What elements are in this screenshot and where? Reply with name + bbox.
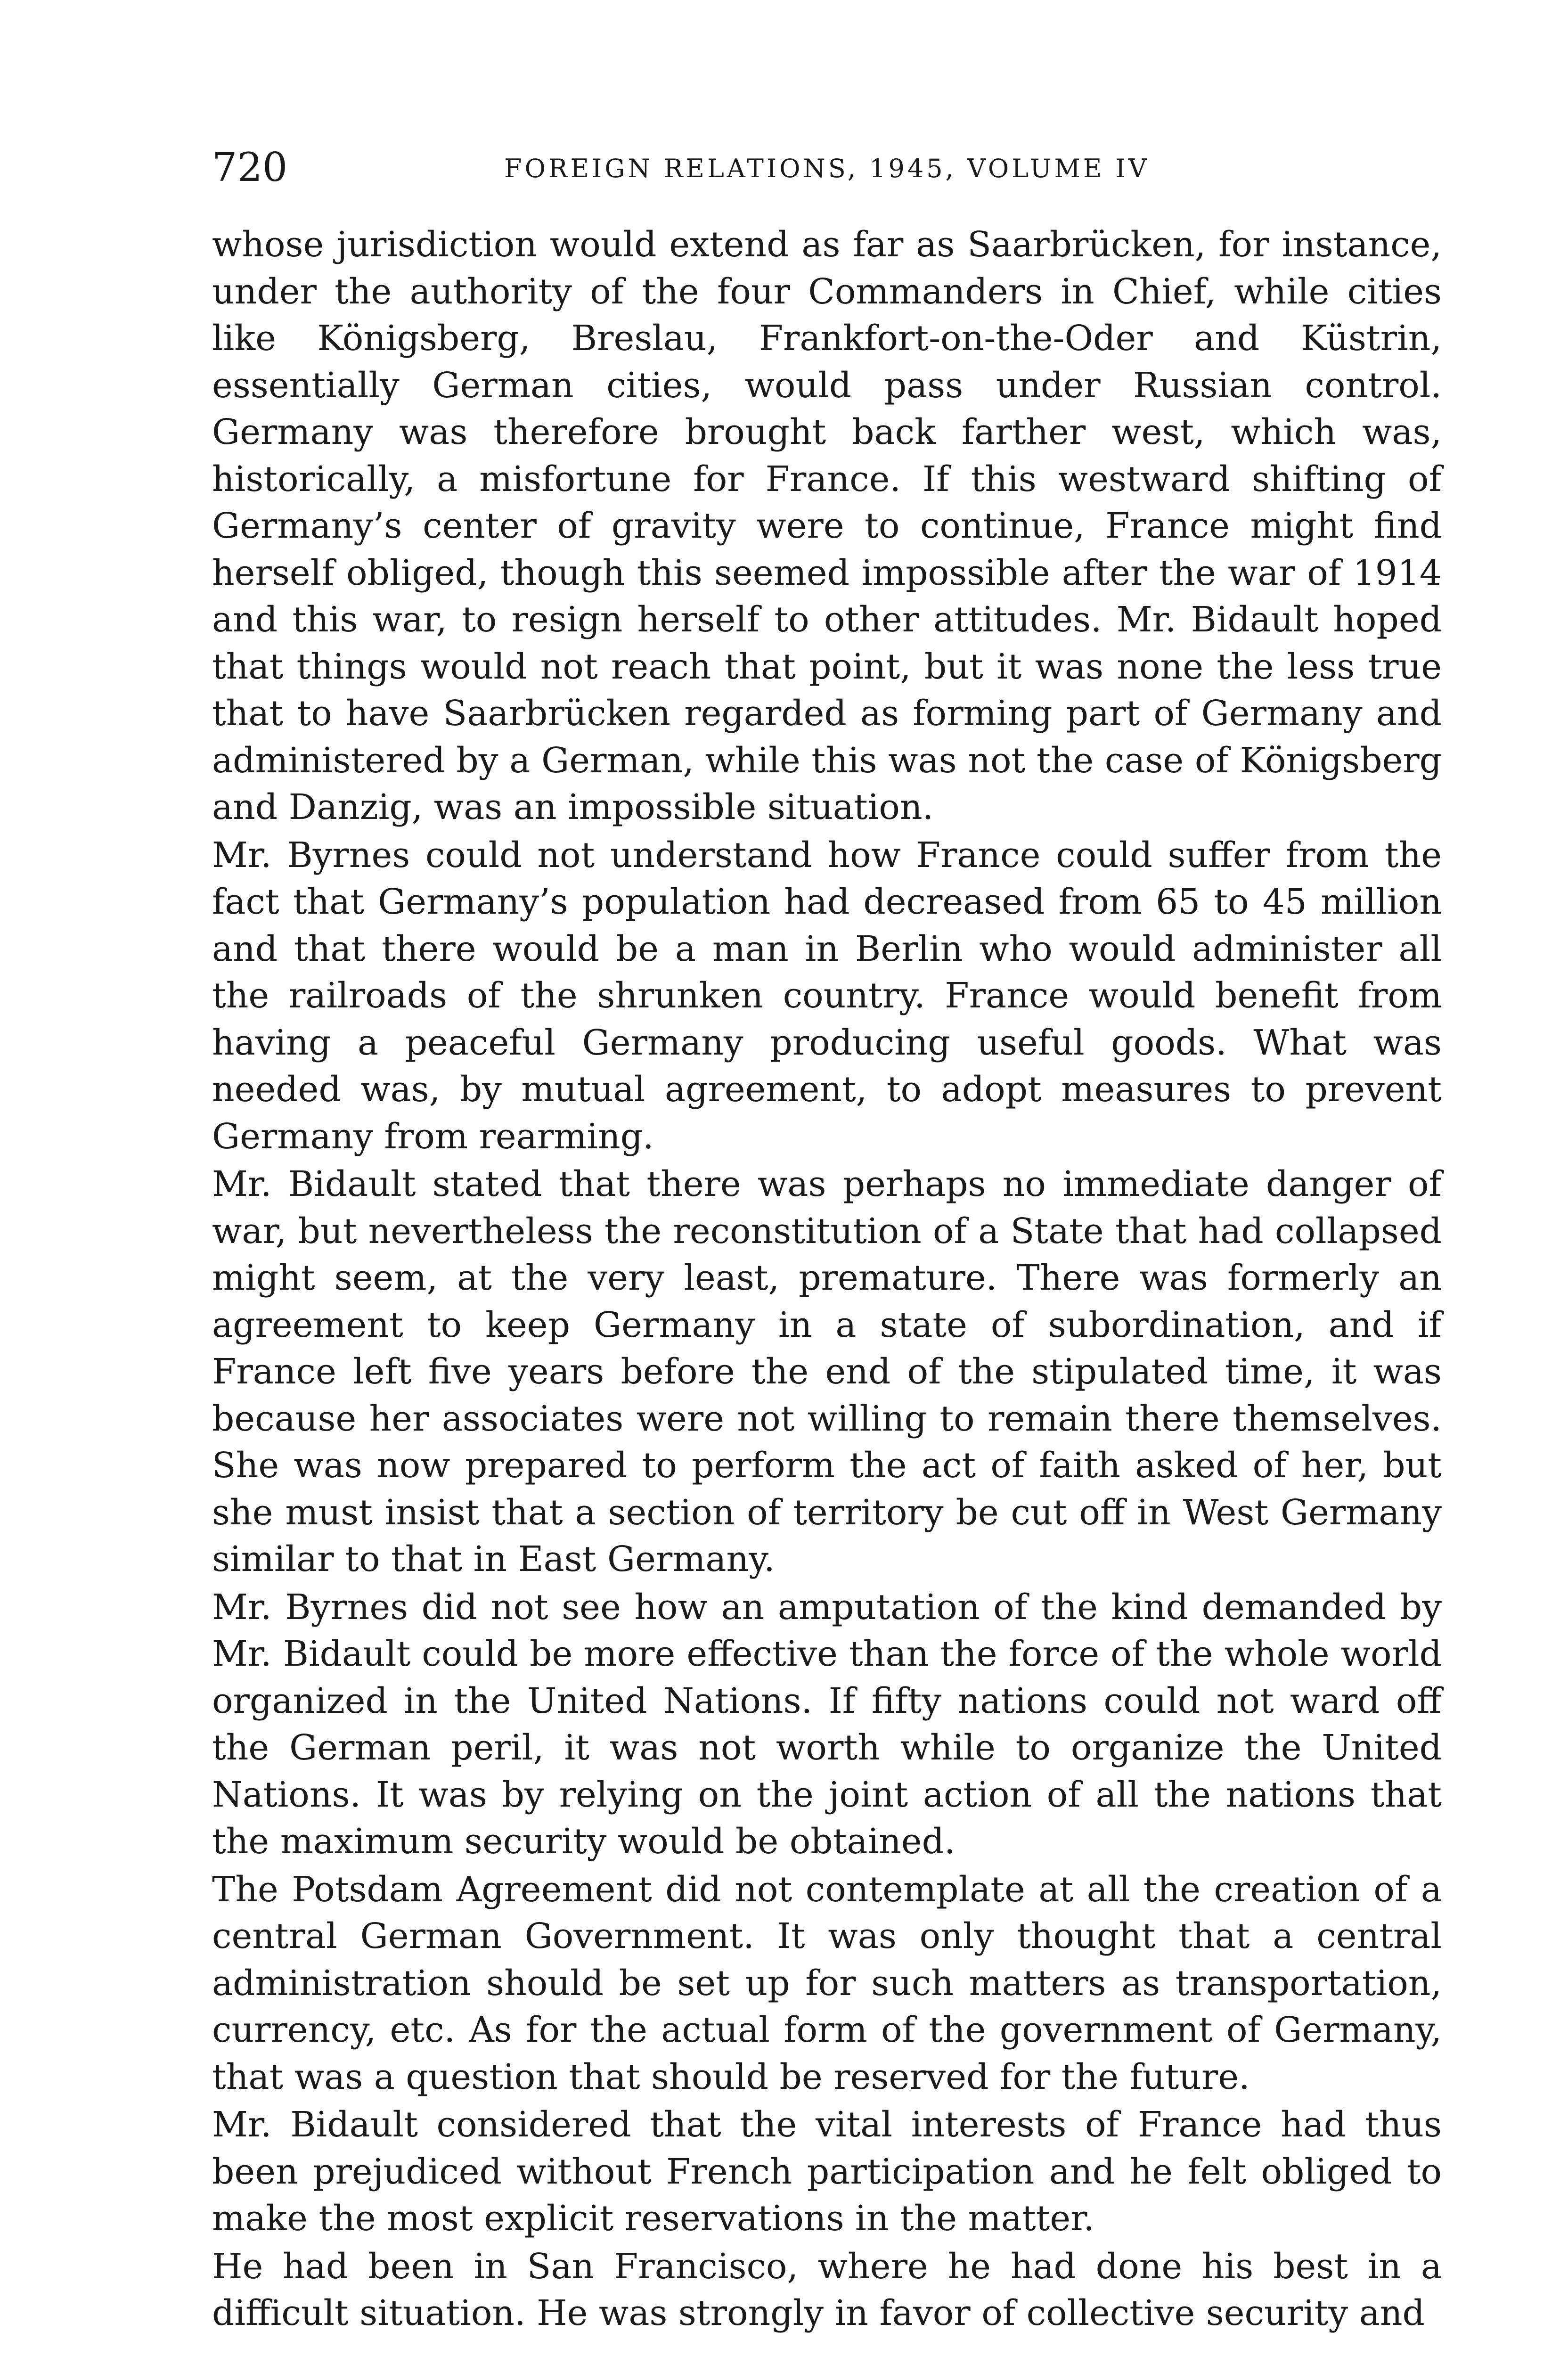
paragraph: Mr. Bidault considered that the vital interests of France had thus been prejudiced without French participation and he felt obliged to make the most explicit reservations in the matter.	[212, 2104, 1442, 2239]
paragraph: Mr. Byrnes did not see how an amputation of the kind demanded by Mr. Bidault could be more effective than the force of the whole world organized in the United Nations. If fifty nations could not ward off the German peril, it was not worth while to organize the United Nations. It was by relying on the joint action of all the nations that the maximum security would be obtained.	[212, 1587, 1442, 1862]
body-text	[212, 221, 1442, 2337]
page-number: 720	[212, 144, 288, 190]
running-title: FOREIGN RELATIONS, 1945, VOLUME IV	[504, 154, 1150, 183]
paragraph: He had been in San Francisco, where he had done his best in a difficult situation. He was strongly in favor of collective security and	[212, 2246, 1442, 2333]
paragraph: Mr. Bidault stated that there was perhaps no immediate danger of war, but nevertheless the reconstitution of a State that had collapsed might seem, at the very least, premature. There was formerly an agreement to keep Germany in a state of subordination, and if France left five years before the end of the stipulated time, it was because her associates were not willing to remain there themselves. She was now prepared to perform the act of faith asked of her, but she must insist that a section of territory be cut off in West Germany similar to that in East Germany.	[212, 1164, 1442, 1579]
running-header	[212, 141, 1442, 193]
paragraph: whose jurisdiction would extend as far as Saarbrücken, for instance, under the authority of the four Commanders in Chief, while cities like Königsberg, Breslau, Frankfort-on-the-Oder and Küstrin, essentially German cities, would pass under Russian control. Germany was therefore brought back farther west, which was, historically, a misfortune for France. If this westward shifting of Germany’s center of gravity were to continue, France might find herself obliged, though this seemed impossible after the war of 1914 and this war, to resign herself to other attitudes. Mr. Bidault hoped that things would not reach that point, but it was none the less true that to have Saarbrücken regarded as forming part of Germany and administered by a German, while this was not the case of Königsberg and Danzig, was an impossible situation.	[212, 224, 1442, 827]
paragraph: Mr. Byrnes could not understand how France could suffer from the fact that Germany’s population had decreased from 65 to 45 million and that there would be a man in Berlin who would administer all the railroads of the shrunken country. France would benefit from having a peaceful Germany producing useful goods. What was needed was, by mutual agreement, to adopt measures to prevent Germany from rearming.	[212, 834, 1442, 1157]
paragraph: The Potsdam Agreement did not contemplate at all the creation of a central German Government. It was only thought that a central administration should be set up for such matters as transportation, currency, etc. As for the actual form of the government of Germany, that was a question that should be reserved for the future.	[212, 1869, 1442, 2097]
